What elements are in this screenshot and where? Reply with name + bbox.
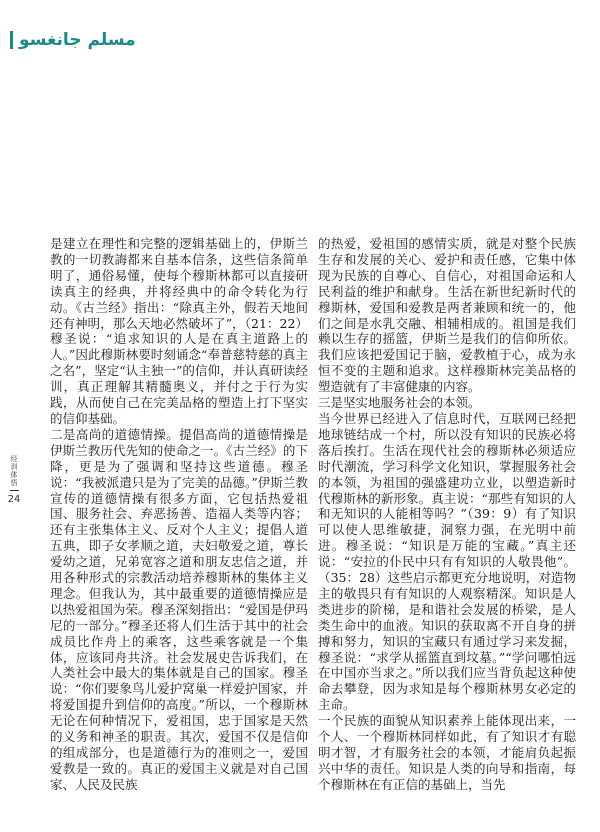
paragraph: 一个民族的面貌从知识素养上能体现出来，一个人、一个穆斯林同样如此，有了知识才有聪明才智，才有服务社会的本领，才能肩负起振兴中华的责任。知识是人类的向导和指南，每个穆斯林在有正信的基础上，当先 [318, 713, 576, 792]
paragraph: 三是坚实地服务社会的本领。 [318, 395, 481, 411]
paragraph: 二是高尚的道德情操。提倡高尚的道德情操是伊斯兰教历代先知的使命之一。《古兰经》的下降，更是为了强调和坚持这些道德。穆圣说：“我被派遣只是为了完美的品德。”伊斯兰教宣传的道德情操有很多方面，它包括热爱祖国、服务社会、弃恶扬善、造福人类等内容；还有主张集体主义、反对个人主义；提倡人道五典，即子女孝顺之道，夫妇敬爱之道，尊长爱幼之道，兄弟宽容之道和朋友忠信之道，并用各种形式的宗教活动培养穆斯林的集体主义理念。但我认为，其中最重要的道德情操应是以热爱祖国为荣。穆圣深刻指出：“爱国是伊玛尼的一部分。”穆圣还将人们生活于其中的社会成员比作舟上的乘客，这些乘客就是一个集体，应该同舟共济。社会发展史告诉我们，在人类社会中最大的集体就是自己的国家。穆圣说：“你们要象鸟儿爱护窝巢一样爱护国家，并将爱国提升到信仰的高度。”所以，一个穆斯林无论在何种情况下，爱祖国，忠于国家是天然的义务和神圣的职责。其次，爱国不仅是信仰的组成部分，也是道德行为的准则之一，爱国爱教是一致的。真正的爱国主义就是对自己国家、人民及民族 [50, 426, 308, 792]
text-column-right [318, 236, 576, 793]
section-divider [10, 490, 19, 491]
sidebar-marker [8, 455, 20, 505]
header-accent-bar [10, 31, 13, 49]
header-title: مسلم جانغسو [19, 30, 136, 50]
paragraph: 的热爱，爱祖国的感情实质，就是对整个民族生存和发展的关心、爱护和责任感，它集中体现为民族的自尊心、自信心，对祖国命运和人民利益的维护和献身。生活在新世纪新时代的穆斯林，爱国和爱教是两者兼顾和统一的，他们之间是水乳交融、相辅相成的。祖国是我们赖以生存的摇篮，伊斯兰是我们的信仰所依。我们应该把爱国记于脑，爱教植于心，成为永恒不变的主题和追求。这样穆斯林完美品格的塑造就有了丰富健康的内容。 [318, 236, 576, 395]
page-header [10, 30, 136, 50]
page-number: 24 [7, 494, 21, 505]
paragraph: 是建立在理性和完整的逻辑基础上的，伊斯兰教的一切教誨都来自基本信条，这些信条简单明了，通俗易懂，使每个穆斯林都可以直接研读真主的经典，并将经典中的命令转化为行动。《古兰经》指出：“除真主外，假若天地间还有神明，那么天地必然破坏了”，（21：22）穆圣说：“追求知识的人是在真主道路上的人。”因此穆斯林要时刻诵念“奉普慈特慈的真主之名”，坚定“认主独一”的信仰，并认真研读经训，真正理解其精髓奥义，并付之于行为实践，从而使自己在完美品格的塑造上打下坚实的信仰基础。 [50, 236, 308, 426]
text-column-left [50, 236, 308, 793]
paragraph: 当今世界已经进入了信息时代，互联网已经把地球链结成一个村，所以没有知识的民族必将落后挨打。生活在现代社会的穆斯林必须适应时代潮流，学习科学文化知识，掌握服务社会的本领，为祖国的强盛建功立业，以塑造新时代穆斯林的新形象。真主说：“那些有知识的人和无知识的人能相等吗？”（39：9）有了知识可以使人思维敏捷，洞察力强，在光明中前进。穆圣说：“知识是万能的宝藏。”真主还说：“安拉的仆民中只有有知识的人敬畏他”。（35：28）这些启示都更充分地说明，对造物主的敬畏只有有知识的人观察精深。知识是人类进步的阶梯，是和谐社会发展的桥梁，是人类生命中的血液。知识的获取离不开自身的拼搏和努力，知识的宝藏只有通过学习来发掘，穆圣说：“求学从摇篮直到坟墓。”“学问哪怕远在中国亦当求之。”所以我们应当背负起这种使命去攀登，因为求知是每个穆斯林男女必定的主命。 [318, 410, 576, 713]
section-label: 经训体悟 [10, 455, 18, 487]
